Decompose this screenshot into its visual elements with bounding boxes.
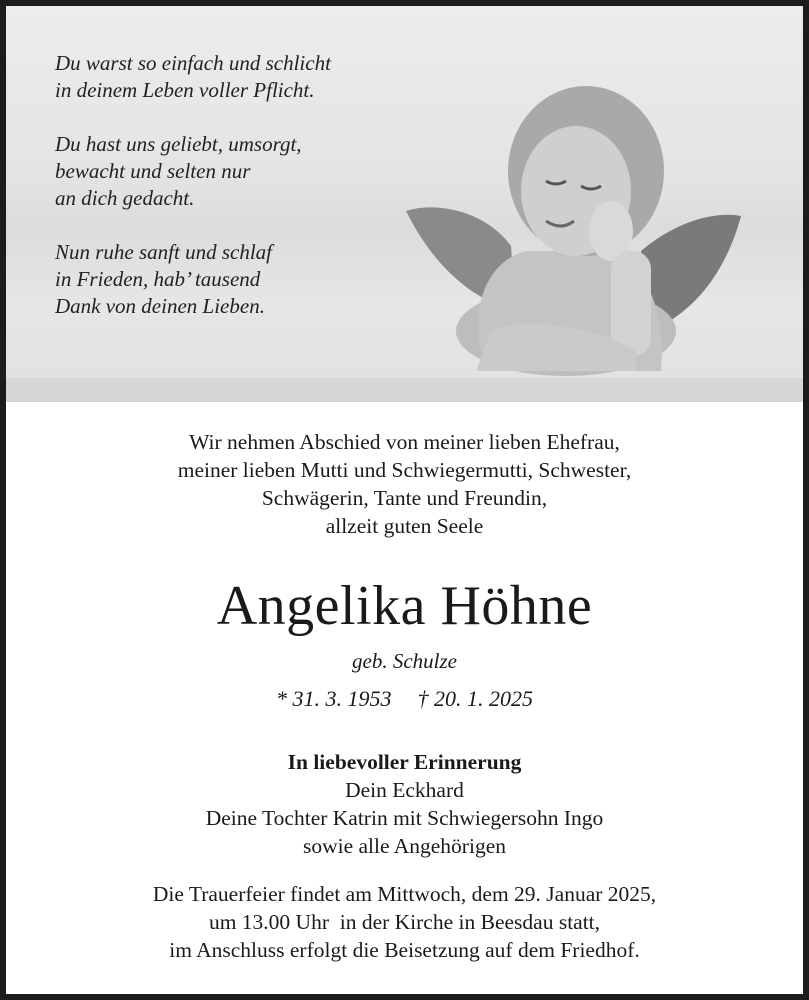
angel-figure-icon bbox=[396, 81, 756, 376]
mourner-line: Dein Eckhard bbox=[345, 778, 464, 802]
mourners-heading: In liebevoller Erinnerung bbox=[287, 750, 522, 774]
maiden-name: geb. Schulze bbox=[352, 649, 457, 673]
poem-line: Nun ruhe sanft und schlaf bbox=[55, 240, 273, 264]
farewell-intro bbox=[6, 428, 803, 540]
poem-line: bewacht und selten nur bbox=[55, 159, 251, 183]
death-date: † 20. 1. 2025 bbox=[417, 686, 533, 711]
funeral-line: um 13.00 Uhr in der Kirche in Beesdau statt, bbox=[208, 910, 601, 934]
poem-stanza-3 bbox=[55, 239, 331, 320]
intro-line: meiner lieben Mutti und Schwiegermutti, Schwester, bbox=[177, 458, 632, 482]
mourner-line: Deine Tochter Katrin mit Schwiegersohn Ingo bbox=[205, 806, 604, 830]
poem-line: Dank von deinen Lieben. bbox=[55, 294, 265, 318]
funeral-info bbox=[6, 880, 803, 964]
poem-line: in Frieden, hab’ tausend bbox=[55, 267, 261, 291]
funeral-line: im Anschluss erfolgt die Beisetzung auf dem Friedhof. bbox=[169, 938, 640, 962]
poem-line: in deinem Leben voller Pflicht. bbox=[55, 78, 315, 102]
deceased-name: Angelika Höhne bbox=[216, 575, 593, 637]
poem-stanza-1 bbox=[55, 50, 331, 104]
poem-line: Du warst so einfach und schlicht bbox=[55, 51, 331, 75]
poem-line: Du hast uns geliebt, umsorgt, bbox=[55, 132, 302, 156]
poem bbox=[55, 50, 331, 347]
poem-line: an dich gedacht. bbox=[55, 186, 195, 210]
intro-line: allzeit guten Seele bbox=[325, 514, 484, 538]
angel-photo bbox=[6, 6, 803, 378]
life-dates bbox=[6, 686, 803, 712]
funeral-line: Die Trauerfeier findet am Mittwoch, dem 29. Januar 2025, bbox=[152, 882, 657, 906]
intro-line: Schwägerin, Tante und Freundin, bbox=[261, 486, 548, 510]
photo-bottom-band bbox=[6, 378, 803, 402]
intro-line: Wir nehmen Abschied von meiner lieben Ehefrau, bbox=[189, 430, 620, 454]
mourner-line: sowie alle Angehörigen bbox=[302, 834, 506, 858]
birth-date: * 31. 3. 1953 bbox=[276, 686, 392, 711]
mourners bbox=[6, 748, 803, 860]
poem-stanza-2 bbox=[55, 131, 331, 212]
